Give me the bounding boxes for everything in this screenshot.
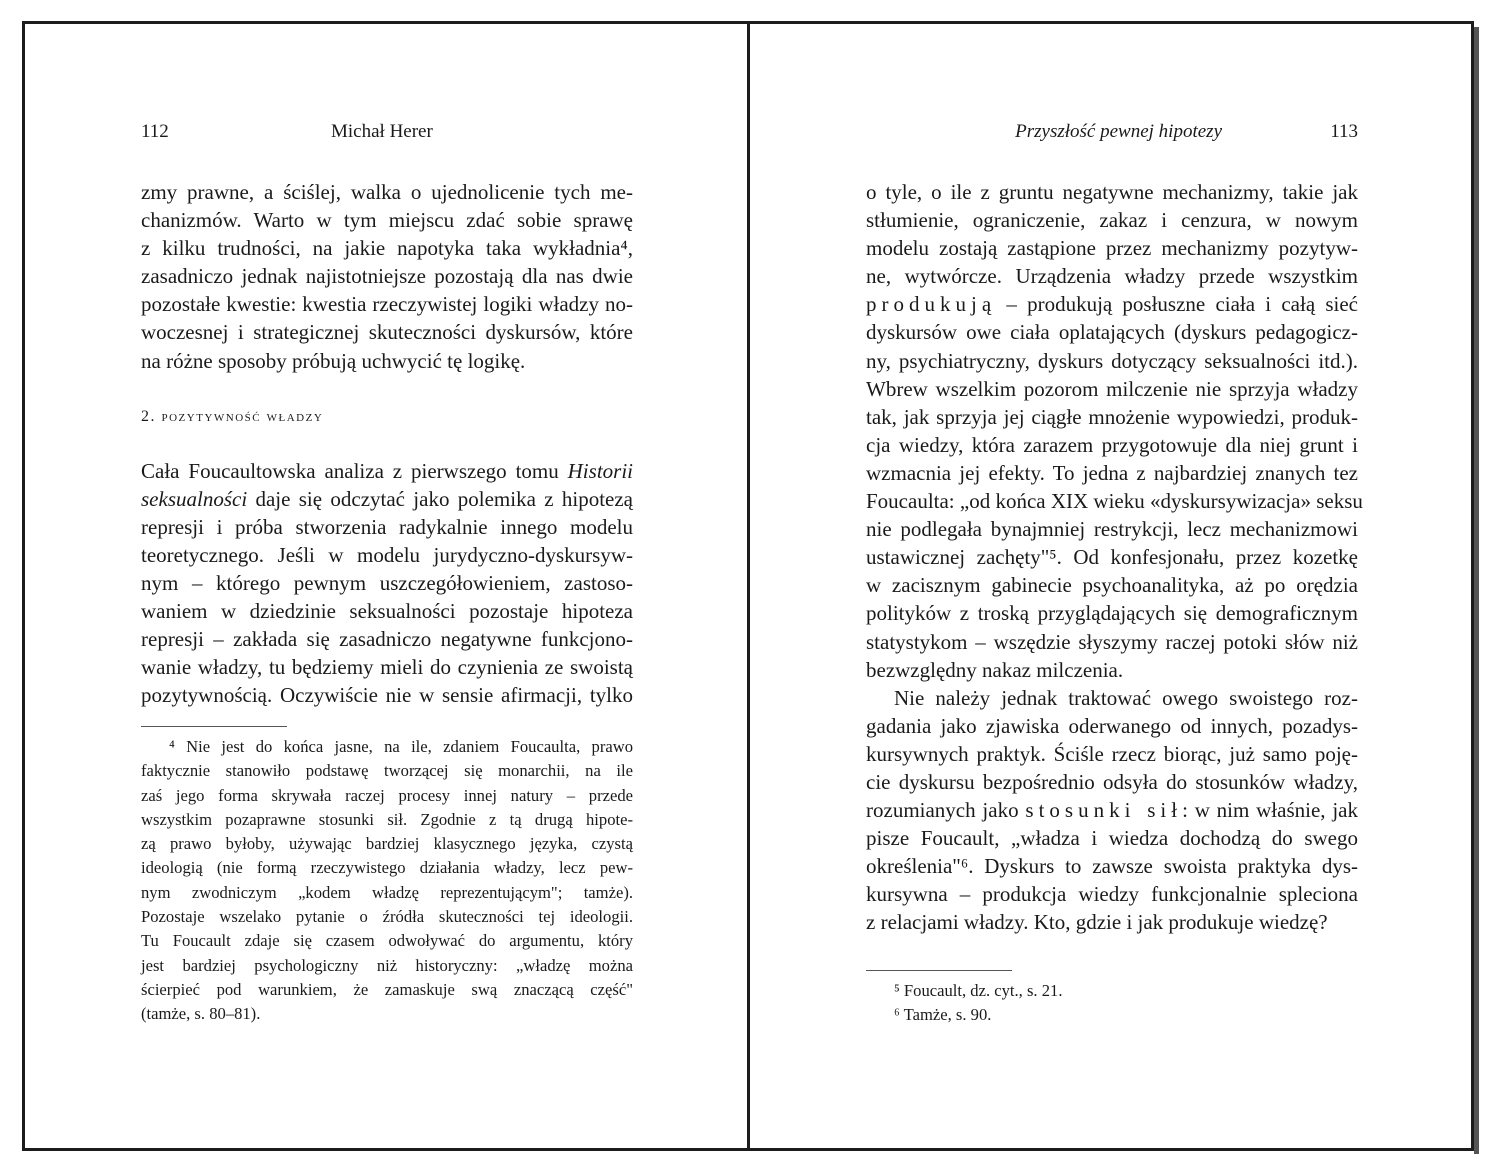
running-title-author: Michał Herer	[331, 121, 433, 142]
paragraph	[141, 178, 633, 375]
text-line: zmy prawne, a ściślej, walka o ujednolicenie tych me-	[141, 180, 633, 204]
text-line: polityków z troską przyglądających się demograficznym	[866, 601, 1358, 626]
text-line: Foucaulta: „od końca XIX wieku «dyskursywizacja» seksu	[866, 489, 1363, 514]
footnote-line: Pozostaje wszelako pytanie o źródła skuteczności tej ideologii.	[141, 907, 633, 927]
text-line: zasadniczo jednak najistotniejsze pozostają dla nas dwie	[141, 264, 633, 289]
text-line: w zacisznym gabinecie psychoanalityka, aż po orędzia	[866, 573, 1358, 598]
footnote-line: ⁵ Foucault, dz. cyt., s. 21.	[894, 981, 1063, 1000]
text-line: Nie należy jednak traktować owego swoistego roz-	[894, 685, 1358, 710]
footnote-line: zą prawo byłoby, używając bardziej klasycznego języka, czystą	[141, 834, 633, 854]
text-line: ne, wytwórcze. Urządzenia władzy przede wszystkim	[866, 264, 1358, 289]
running-title-chapter: Przyszłość pewnej hipotezy	[1015, 121, 1222, 142]
footnote-line: wszystkim pozaprawne stosunki sił. Zgodnie z tą drugą hipote-	[141, 809, 633, 829]
section-heading: 2. pozytywność władzy	[141, 407, 324, 425]
text-line: nie podlegała bynajmniej restrykcji, lecz mechanizmowi	[866, 517, 1358, 542]
footnotes	[141, 720, 633, 1027]
footnote-line: ideologią (nie formą rzeczywistego działania władzy, lecz pew-	[141, 858, 633, 878]
text-line: z relacjami władzy. Kto, gdzie i jak produkuje wiedzę?	[866, 910, 1328, 935]
text-line	[141, 485, 633, 513]
footnote-line: (tamże, s. 80–81).	[141, 1004, 261, 1024]
text-line: z kilku trudności, na jakie napotyka taka wykładnia⁴,	[141, 236, 633, 261]
text-line: cie dyskursu bezpośrednio odsyła do stosunków władzy,	[866, 769, 1358, 794]
footnote-line: Tu Foucault zdaje się czasem odwoływać do argumentu, który	[141, 931, 633, 951]
text-line: waniem w dziedzinie seksualności pozostaje hipoteza	[141, 599, 633, 624]
text-line: cja wiedzy, która zarazem przygotowuje dla niej grunt i	[866, 432, 1358, 457]
text-line	[866, 290, 1358, 318]
text-run: daje się odczytać jako polemika z hipotezą	[247, 486, 633, 511]
footnote-line: faktycznie stanowiło podstawę tworzącej się monarchii, na ile	[141, 761, 633, 781]
footnote-5-6	[866, 979, 1358, 1028]
footnote-line: ⁶ Tamże, s. 90.	[894, 1005, 992, 1025]
text-line: woczesnej i strategicznej skuteczności dyskursów, które	[141, 320, 633, 345]
paragraph	[866, 178, 1363, 684]
footnotes	[866, 964, 1358, 1028]
emphasized-word: stosunki sił	[1025, 798, 1183, 823]
text-line: modelu zostają zastąpione przez mechanizmy pozytyw-	[866, 236, 1358, 261]
text-line: wzmacnia jej efekty. To jedna z najbardziej znanych tez	[866, 460, 1358, 485]
text-line: represji i próba stworzenia radykalnie innego modelu	[141, 514, 633, 539]
footnote-line: ścierpieć pod warunkiem, że zamaskuje swą znaczącą część"	[141, 979, 633, 999]
page-number: 112	[141, 121, 169, 142]
text-line: gadania jako zjawiska oderwanego od innych, pozadys-	[866, 713, 1358, 738]
italic-title: Historii	[567, 458, 633, 483]
text-run: : w nim właśnie, jak	[1182, 798, 1358, 823]
footnote-rule	[141, 726, 287, 727]
text-line: na różne sposoby próbują uchwycić tę logikę.	[141, 348, 526, 373]
text-line: pozostałe kwestie: kwestia rzeczywistej logiki władzy no-	[141, 292, 633, 317]
emphasized-word: produkują	[866, 292, 997, 317]
footnote-4	[141, 735, 633, 1027]
page-edge-shadow	[1474, 27, 1479, 1154]
text-run: rozumianych jako	[866, 798, 1026, 823]
text-line	[141, 457, 633, 485]
text-line: bezwzględny nakaz milczenia.	[866, 657, 1124, 682]
text-run: Cała Foucaultowska analiza z pierwszego tomu	[141, 458, 568, 483]
footnote-rule	[866, 970, 1012, 971]
text-line: statystykom – wszędzie słyszymy raczej potoki słów niż	[866, 629, 1358, 654]
right-page	[750, 24, 1474, 1148]
text-line: dyskursów owe ciała oplatających (dyskurs pedagogicz-	[866, 320, 1358, 345]
text-line: represji – zakłada się zasadniczo negatywne funkcjono-	[141, 627, 633, 652]
text-run: – produkują posłuszne ciała i całą sieć	[996, 292, 1358, 317]
footnote-line: ⁴ Nie jest do końca jasne, na ile, zdaniem Foucaulta, prawo	[169, 737, 633, 756]
text-line: ustawicznej zachęty"⁵. Od konfesjonału, przez kozetkę	[866, 545, 1358, 570]
left-page	[25, 24, 747, 1148]
text-line: o tyle, o ile z gruntu negatywne mechanizmy, takie jak	[866, 180, 1358, 204]
text-line: określenia"⁶. Dyskurs to zawsze swoista praktyka dys-	[866, 854, 1358, 879]
right-page-header	[866, 120, 1358, 144]
left-page-header	[141, 120, 633, 144]
text-line: ny, psychiatryczny, dyskurs dotyczący seksualności itd.).	[866, 348, 1358, 373]
right-page-text	[866, 178, 1363, 937]
footnote-line: zaś jego forma skrywała raczej procesy innej natury – przede	[141, 785, 633, 805]
text-line: kursywna – produkcja wiedzy funkcjonalnie spleciona	[866, 882, 1358, 907]
text-line: wanie władzy, tu będziemy mieli do czynienia ze swoistą	[141, 655, 633, 680]
text-line: Wbrew wszelkim pozorom milczenie nie sprzyja władzy	[866, 376, 1358, 401]
left-page-text	[141, 178, 633, 710]
book-spread	[22, 21, 1474, 1151]
text-line: pisze Foucault, „władza i wiedza dochodzą do swego	[866, 826, 1358, 851]
text-line: kursywnych praktyk. Ściśle rzecz biorąc, już samo poję-	[866, 741, 1358, 766]
text-line: teoretycznego. Jeśli w modelu jurydyczno-dyskursyw-	[141, 542, 633, 567]
footnote-line: jest bardziej psychologiczny niż historyczny: „władzę można	[141, 955, 633, 975]
text-line: nym – którego pewnym uszczegółowieniem, zastoso-	[141, 571, 633, 596]
text-line	[866, 796, 1358, 824]
text-line: tak, jak sprzyja jej ciągłe mnożenie wypowiedzi, produk-	[866, 404, 1358, 429]
paragraph	[141, 457, 633, 710]
page-number: 113	[1330, 121, 1358, 142]
text-line: chanizmów. Warto w tym miejscu zdać sobie sprawę	[141, 208, 633, 233]
footnote-line: nym zwodniczym „kodem władzę reprezentującym"; tamże).	[141, 882, 633, 902]
paragraph	[866, 684, 1358, 937]
italic-title: seksualności	[141, 486, 248, 511]
text-line: stłumienie, ograniczenie, zakaz i cenzura, w nowym	[866, 208, 1358, 233]
text-line: pozytywnością. Oczywiście nie w sensie afirmacji, tylko	[141, 683, 633, 708]
